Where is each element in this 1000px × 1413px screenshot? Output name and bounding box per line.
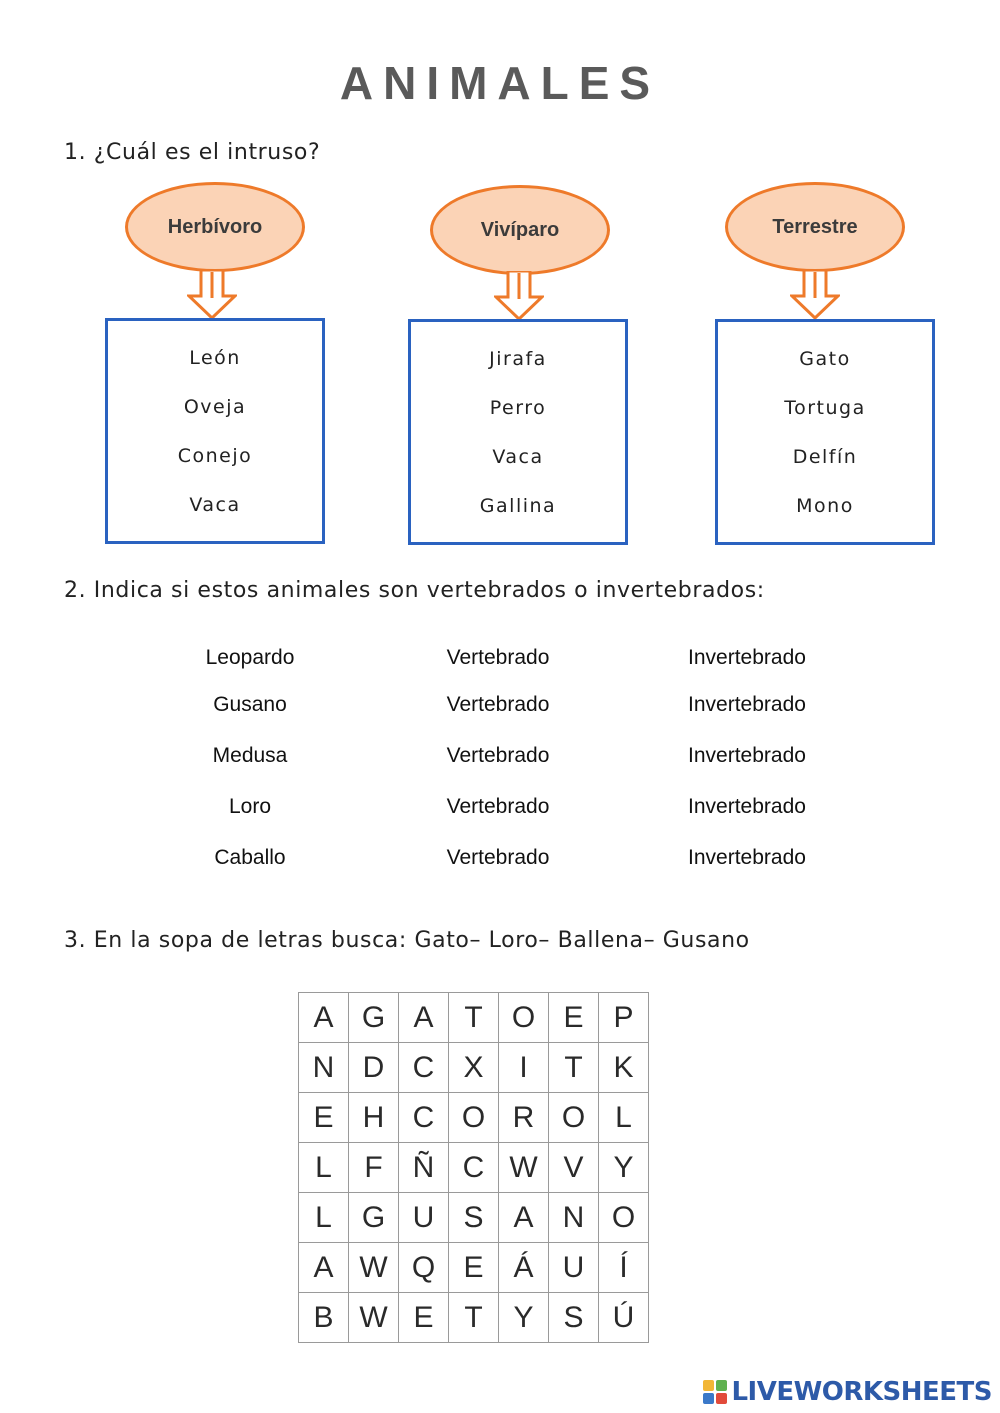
question-1-heading: 1. ¿Cuál es el intruso? <box>64 140 321 165</box>
vertebrado-option[interactable]: Vertebrado <box>446 744 550 767</box>
logo-icon <box>703 1380 727 1404</box>
grid-letter-cell[interactable]: T <box>449 1293 499 1343</box>
animal-option[interactable]: Mono <box>796 494 854 517</box>
grid-letter-cell[interactable]: N <box>549 1193 599 1243</box>
animal-option[interactable]: Vaca <box>492 445 544 468</box>
grid-letter-cell[interactable]: P <box>599 993 649 1043</box>
table-row <box>150 693 870 723</box>
grid-letter-cell[interactable]: C <box>399 1043 449 1093</box>
grid-letter-cell[interactable]: H <box>349 1093 399 1143</box>
grid-letter-cell[interactable]: G <box>349 1193 399 1243</box>
invertebrado-option[interactable]: Invertebrado <box>688 693 806 716</box>
grid-letter-cell[interactable]: S <box>549 1293 599 1343</box>
grid-letter-cell[interactable]: A <box>299 993 349 1043</box>
grid-letter-cell[interactable]: U <box>399 1193 449 1243</box>
grid-letter-cell[interactable]: G <box>349 993 399 1043</box>
vertebrado-option[interactable]: Vertebrado <box>446 795 550 818</box>
animal-option[interactable]: León <box>189 346 241 369</box>
grid-letter-cell[interactable]: O <box>449 1093 499 1143</box>
animal-option[interactable]: Delfín <box>792 445 858 468</box>
animal-option[interactable]: Gallina <box>479 494 557 517</box>
category-ellipse: Herbívoro <box>125 182 305 272</box>
animal-option[interactable]: Perro <box>489 396 547 419</box>
grid-letter-cell[interactable]: E <box>399 1293 449 1343</box>
table-row <box>150 795 870 825</box>
grid-letter-cell[interactable]: I <box>499 1043 549 1093</box>
grid-letter-cell[interactable]: L <box>299 1193 349 1243</box>
intruder-group-viviparo <box>408 185 648 555</box>
grid-letter-cell[interactable]: Ñ <box>399 1143 449 1193</box>
grid-letter-cell[interactable]: V <box>549 1143 599 1193</box>
grid-row <box>299 1043 649 1093</box>
logo-square <box>716 1380 727 1391</box>
animal-name: Leopardo <box>205 646 295 669</box>
grid-letter-cell[interactable]: Ú <box>599 1293 649 1343</box>
grid-letter-cell[interactable]: A <box>499 1193 549 1243</box>
logo-square <box>703 1380 714 1391</box>
logo-text: LIVEWORKSHEETS <box>731 1377 992 1407</box>
invertebrado-option[interactable]: Invertebrado <box>688 795 806 818</box>
grid-letter-cell[interactable]: W <box>349 1243 399 1293</box>
grid-letter-cell[interactable]: N <box>299 1043 349 1093</box>
down-arrow-icon <box>494 271 544 321</box>
grid-letter-cell[interactable]: X <box>449 1043 499 1093</box>
animal-name: Medusa <box>212 744 288 767</box>
grid-letter-cell[interactable]: W <box>349 1293 399 1343</box>
grid-letter-cell[interactable]: K <box>599 1043 649 1093</box>
animal-option[interactable]: Tortuga <box>784 396 866 419</box>
grid-letter-cell[interactable]: O <box>599 1193 649 1243</box>
animal-name: Loro <box>228 795 272 818</box>
grid-letter-cell[interactable]: O <box>549 1093 599 1143</box>
grid-letter-cell[interactable]: W <box>499 1143 549 1193</box>
category-ellipse: Vivíparo <box>430 185 610 275</box>
animal-list-box <box>105 318 325 544</box>
invertebrado-option[interactable]: Invertebrado <box>688 744 806 767</box>
page-title: ANIMALES <box>339 57 661 109</box>
grid-letter-cell[interactable]: T <box>449 993 499 1043</box>
grid-row <box>299 1143 649 1193</box>
grid-letter-cell[interactable]: D <box>349 1043 399 1093</box>
grid-row <box>299 1243 649 1293</box>
grid-letter-cell[interactable]: Q <box>399 1243 449 1293</box>
animal-option[interactable]: Vaca <box>189 493 241 516</box>
animal-list-box <box>408 319 628 545</box>
category-ellipse: Terrestre <box>725 182 905 272</box>
intruder-group-herbivoro <box>105 182 345 552</box>
logo-square <box>703 1393 714 1404</box>
animal-name: Caballo <box>214 846 286 869</box>
grid-letter-cell[interactable]: R <box>499 1093 549 1143</box>
table-row <box>150 846 870 876</box>
question-2-heading: 2. Indica si estos animales son vertebrados o invertebrados: <box>64 578 765 603</box>
grid-letter-cell[interactable]: Á <box>499 1243 549 1293</box>
grid-letter-cell[interactable]: L <box>599 1093 649 1143</box>
grid-letter-cell[interactable]: O <box>499 993 549 1043</box>
grid-letter-cell[interactable]: Y <box>599 1143 649 1193</box>
grid-letter-cell[interactable]: F <box>349 1143 399 1193</box>
vertebrado-option[interactable]: Vertebrado <box>446 693 550 716</box>
animal-name: Gusano <box>213 693 287 716</box>
intruder-group-terrestre <box>715 182 955 552</box>
grid-letter-cell[interactable]: E <box>299 1093 349 1143</box>
table-row <box>150 646 870 676</box>
logo-square <box>716 1393 727 1404</box>
grid-letter-cell[interactable]: S <box>449 1193 499 1243</box>
grid-letter-cell[interactable]: U <box>549 1243 599 1293</box>
grid-letter-cell[interactable]: A <box>299 1243 349 1293</box>
word-search-grid <box>298 992 649 1343</box>
grid-letter-cell[interactable]: E <box>549 993 599 1043</box>
grid-letter-cell[interactable]: L <box>299 1143 349 1193</box>
grid-letter-cell[interactable]: C <box>449 1143 499 1193</box>
liveworksheets-logo <box>703 1377 992 1407</box>
grid-letter-cell[interactable]: T <box>549 1043 599 1093</box>
grid-letter-cell[interactable]: Y <box>499 1293 549 1343</box>
invertebrado-option[interactable]: Invertebrado <box>688 846 806 869</box>
animal-option[interactable]: Gato <box>799 347 851 370</box>
grid-letter-cell[interactable]: E <box>449 1243 499 1293</box>
table-row <box>150 744 870 774</box>
animal-list-box <box>715 319 935 545</box>
question-3-heading: 3. En la sopa de letras busca: Gato– Loro– Ballena– Gusano <box>64 928 750 953</box>
vertebrado-option[interactable]: Vertebrado <box>446 846 550 869</box>
animal-option[interactable]: Conejo <box>177 444 253 467</box>
grid-letter-cell[interactable]: C <box>399 1093 449 1143</box>
grid-row <box>299 1093 649 1143</box>
grid-row <box>299 993 649 1043</box>
grid-letter-cell[interactable]: Í <box>599 1243 649 1293</box>
vertebrado-option[interactable]: Vertebrado <box>446 646 550 669</box>
down-arrow-icon <box>790 270 840 320</box>
grid-letter-cell[interactable]: B <box>299 1293 349 1343</box>
animal-option[interactable]: Oveja <box>183 395 247 418</box>
grid-row <box>299 1193 649 1243</box>
grid-letter-cell[interactable]: A <box>399 993 449 1043</box>
grid-row <box>299 1293 649 1343</box>
invertebrado-option[interactable]: Invertebrado <box>688 646 806 669</box>
down-arrow-icon <box>187 270 237 320</box>
animal-option[interactable]: Jirafa <box>489 347 547 370</box>
